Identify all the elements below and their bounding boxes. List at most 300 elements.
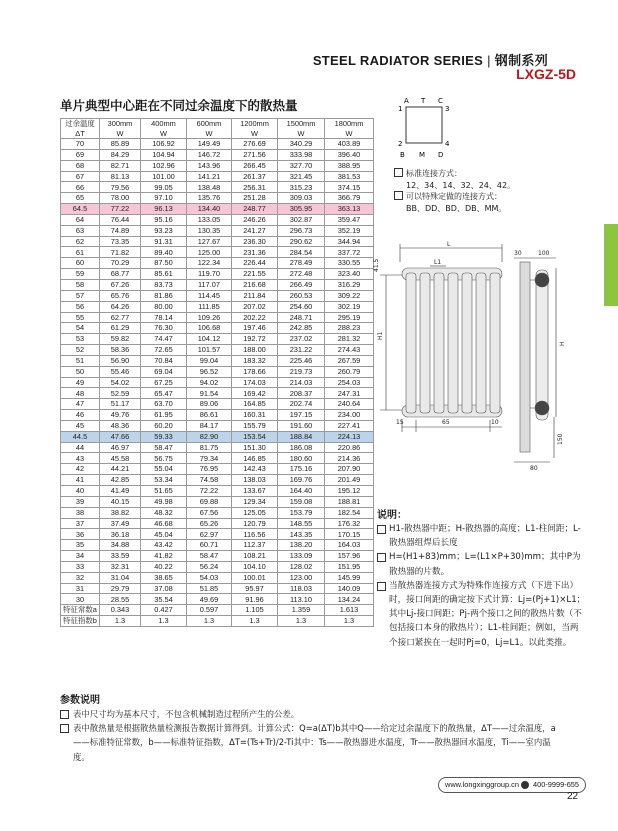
value-cell: 1.3 bbox=[100, 616, 141, 627]
value-cell: 1.613 bbox=[325, 605, 374, 616]
value-cell: 169.42 bbox=[232, 388, 278, 399]
value-cell: 164.40 bbox=[278, 486, 325, 497]
table-row bbox=[61, 269, 374, 280]
value-cell: 256.31 bbox=[232, 182, 278, 193]
value-cell: 35.54 bbox=[141, 594, 187, 605]
value-cell: 82.90 bbox=[187, 431, 232, 442]
value-cell: 125.05 bbox=[232, 507, 278, 518]
row-label-cell: 44 bbox=[61, 442, 100, 453]
column-unit: W bbox=[141, 129, 187, 139]
table-row bbox=[61, 290, 374, 301]
value-cell: 130.35 bbox=[187, 225, 232, 236]
value-cell: 231.22 bbox=[278, 345, 325, 356]
table-row bbox=[61, 475, 374, 486]
dim-H: H bbox=[559, 341, 566, 346]
value-cell: 149.49 bbox=[187, 139, 232, 150]
value-cell: 333.98 bbox=[278, 149, 325, 160]
table-row bbox=[61, 464, 374, 475]
column-header: 300mm bbox=[100, 119, 141, 129]
row-label-cell: 61 bbox=[61, 247, 100, 258]
table-row bbox=[61, 355, 374, 366]
note-text: H1-散热器中距；H-散热器的高度；L1-柱间距；L-散热器组焊后长度 bbox=[389, 524, 581, 549]
value-cell: 337.72 bbox=[325, 247, 374, 258]
value-cell: 79.34 bbox=[187, 453, 232, 464]
table-row bbox=[61, 323, 374, 334]
value-cell: 119.70 bbox=[187, 269, 232, 280]
dim-15: 15 bbox=[396, 419, 404, 426]
value-cell: 169.76 bbox=[278, 475, 325, 486]
checkbox-icon bbox=[60, 710, 69, 719]
row-label-cell: 43 bbox=[61, 453, 100, 464]
radiator-outline bbox=[406, 107, 442, 143]
value-cell: 61.29 bbox=[100, 323, 141, 334]
value-cell: 91.54 bbox=[187, 388, 232, 399]
value-cell: 296.73 bbox=[278, 225, 325, 236]
note-text: 当散热器连接方式为特殊作连接方式（下进下出）时，接口间距的确定按下式计算：Lj=(Pj+1)×L1；其中Lj-接口间距；Pj-两个接口之间的散热片数（不包括接口本身的散热片）；L1-柱间距；例如，当两个接口紧挨在一起时Pj=0，Lj=L1。以此类推。 bbox=[389, 580, 586, 648]
value-cell: 271.56 bbox=[232, 149, 278, 160]
model-code: LXGZ-5D bbox=[516, 66, 576, 82]
value-cell: 135.76 bbox=[187, 193, 232, 204]
value-cell: 141.21 bbox=[187, 171, 232, 182]
value-cell: 281.32 bbox=[325, 334, 374, 345]
value-cell: 33.59 bbox=[100, 551, 141, 562]
column-unit: ΔT bbox=[61, 129, 100, 139]
table-row bbox=[61, 345, 374, 356]
value-cell: 95.16 bbox=[141, 214, 187, 225]
row-label-cell: 69 bbox=[61, 149, 100, 160]
table-row bbox=[61, 214, 374, 225]
value-cell: 84.29 bbox=[100, 149, 141, 160]
table-row bbox=[61, 605, 374, 616]
series-title-en: STEEL RADIATOR SERIES bbox=[312, 53, 484, 68]
dim-150: 150 bbox=[557, 433, 564, 445]
row-label-cell: 67 bbox=[61, 171, 100, 182]
value-cell: 76.95 bbox=[187, 464, 232, 475]
value-cell: 65.26 bbox=[187, 518, 232, 529]
value-cell: 69.88 bbox=[187, 496, 232, 507]
checkbox-icon bbox=[60, 724, 69, 733]
value-cell: 143.35 bbox=[278, 529, 325, 540]
value-cell: 104.10 bbox=[232, 561, 278, 572]
value-cell: 153.79 bbox=[278, 507, 325, 518]
value-cell: 248.77 bbox=[232, 204, 278, 215]
table-row bbox=[61, 388, 374, 399]
dim-65: 65 bbox=[442, 419, 450, 426]
column-unit: W bbox=[325, 129, 374, 139]
series-heading bbox=[313, 50, 548, 69]
table-row bbox=[61, 420, 374, 431]
value-cell: 231.36 bbox=[232, 247, 278, 258]
column-header: 400mm bbox=[141, 119, 187, 129]
value-cell: 120.79 bbox=[232, 518, 278, 529]
value-cell: 76.30 bbox=[141, 323, 187, 334]
value-cell: 56.75 bbox=[141, 453, 187, 464]
value-cell: 85.89 bbox=[100, 139, 141, 150]
dim-L1: L1 bbox=[434, 259, 442, 266]
table-row bbox=[61, 312, 374, 323]
value-cell: 246.26 bbox=[232, 214, 278, 225]
table-row bbox=[61, 594, 374, 605]
value-cell: 140.09 bbox=[325, 583, 374, 594]
value-cell: 153.54 bbox=[232, 431, 278, 442]
checkbox-icon bbox=[377, 525, 386, 534]
connection-options bbox=[394, 168, 515, 214]
value-cell: 272.48 bbox=[278, 269, 325, 280]
row-label-cell: 34 bbox=[61, 551, 100, 562]
value-cell: 1.3 bbox=[278, 616, 325, 627]
table-row bbox=[61, 518, 374, 529]
value-cell: 0.427 bbox=[141, 605, 187, 616]
column-header: 1500mm bbox=[278, 119, 325, 129]
value-cell: 49.76 bbox=[100, 410, 141, 421]
value-cell: 164.03 bbox=[325, 540, 374, 551]
value-cell: 49.69 bbox=[187, 594, 232, 605]
value-cell: 241.27 bbox=[232, 225, 278, 236]
value-cell: 352.19 bbox=[325, 225, 374, 236]
value-cell: 202.22 bbox=[232, 312, 278, 323]
row-label-cell: 58 bbox=[61, 279, 100, 290]
value-cell: 133.67 bbox=[232, 486, 278, 497]
row-label-cell: 63 bbox=[61, 225, 100, 236]
value-cell: 251.28 bbox=[232, 193, 278, 204]
value-cell: 84.17 bbox=[187, 420, 232, 431]
separator: | bbox=[487, 53, 491, 68]
value-cell: 38.65 bbox=[141, 572, 187, 583]
value-cell: 34.88 bbox=[100, 540, 141, 551]
value-cell: 46.97 bbox=[100, 442, 141, 453]
label-D: D bbox=[438, 151, 444, 159]
value-cell: 201.49 bbox=[325, 475, 374, 486]
value-cell: 240.64 bbox=[325, 399, 374, 410]
value-cell: 48.36 bbox=[100, 420, 141, 431]
value-cell: 248.71 bbox=[278, 312, 325, 323]
checkbox-icon bbox=[377, 553, 386, 562]
row-label-cell: 41 bbox=[61, 475, 100, 486]
value-cell: 60.71 bbox=[187, 540, 232, 551]
dim-10: 10 bbox=[491, 419, 499, 426]
value-cell: 54.03 bbox=[187, 572, 232, 583]
value-cell: 58.47 bbox=[141, 442, 187, 453]
table-row bbox=[61, 507, 374, 518]
value-cell: 178.66 bbox=[232, 366, 278, 377]
value-cell: 207.90 bbox=[325, 464, 374, 475]
row-label-cell: 33 bbox=[61, 561, 100, 572]
value-cell: 104.12 bbox=[187, 334, 232, 345]
value-cell: 74.47 bbox=[141, 334, 187, 345]
row-label-cell: 46 bbox=[61, 410, 100, 421]
page-number: 22 bbox=[567, 791, 579, 802]
value-cell: 208.37 bbox=[278, 388, 325, 399]
value-cell: 155.79 bbox=[232, 420, 278, 431]
params-list bbox=[60, 707, 560, 764]
row-label-cell: 31 bbox=[61, 583, 100, 594]
value-cell: 72.65 bbox=[141, 345, 187, 356]
value-cell: 1.105 bbox=[232, 605, 278, 616]
value-cell: 70.84 bbox=[141, 355, 187, 366]
value-cell: 112.37 bbox=[232, 540, 278, 551]
row-label-cell: 45 bbox=[61, 420, 100, 431]
value-cell: 261.37 bbox=[232, 171, 278, 182]
notes-list bbox=[377, 522, 587, 650]
value-cell: 96.52 bbox=[187, 366, 232, 377]
value-cell: 51.17 bbox=[100, 399, 141, 410]
value-cell: 65.47 bbox=[141, 388, 187, 399]
column-header: 1200mm bbox=[232, 119, 278, 129]
value-cell: 227.41 bbox=[325, 420, 374, 431]
value-cell: 176.32 bbox=[325, 518, 374, 529]
value-cell: 55.46 bbox=[100, 366, 141, 377]
value-cell: 290.62 bbox=[278, 236, 325, 247]
value-cell: 100.01 bbox=[232, 572, 278, 583]
value-cell: 234.00 bbox=[325, 410, 374, 421]
value-cell: 133.09 bbox=[278, 551, 325, 562]
value-cell: 46.68 bbox=[141, 518, 187, 529]
value-cell: 191.60 bbox=[278, 420, 325, 431]
note-item bbox=[377, 550, 587, 578]
series-title-cn: 钢制系列 bbox=[494, 53, 548, 68]
table-row bbox=[61, 496, 374, 507]
value-cell: 138.20 bbox=[278, 540, 325, 551]
value-cell: 91.96 bbox=[232, 594, 278, 605]
value-cell: 221.55 bbox=[232, 269, 278, 280]
table-row bbox=[61, 279, 374, 290]
note-text: H=(H1+83)mm；L=(L1×P+30)mm；其中P为散热器的片数。 bbox=[389, 552, 581, 577]
value-cell: 247.31 bbox=[325, 388, 374, 399]
value-cell: 74.89 bbox=[100, 225, 141, 236]
dim-30: 30 bbox=[514, 250, 522, 257]
special-connection-values: BB、DD、BD、DB、MM。 bbox=[406, 203, 507, 213]
value-cell: 403.89 bbox=[325, 139, 374, 150]
value-cell: 254.03 bbox=[325, 377, 374, 388]
value-cell: 211.84 bbox=[232, 290, 278, 301]
value-cell: 83.73 bbox=[141, 279, 187, 290]
value-cell: 61.95 bbox=[141, 410, 187, 421]
param-item bbox=[60, 707, 560, 721]
dim-100: 100 bbox=[538, 250, 550, 257]
notes-title: 说明： bbox=[377, 510, 407, 521]
value-cell: 302.87 bbox=[278, 214, 325, 225]
value-cell: 93.23 bbox=[141, 225, 187, 236]
value-cell: 237.02 bbox=[278, 334, 325, 345]
row-label-cell: 47 bbox=[61, 399, 100, 410]
value-cell: 118.03 bbox=[278, 583, 325, 594]
connection-diagram bbox=[388, 94, 458, 162]
value-cell: 32.31 bbox=[100, 561, 141, 572]
value-cell: 99.05 bbox=[141, 182, 187, 193]
value-cell: 1.3 bbox=[232, 616, 278, 627]
value-cell: 60.20 bbox=[141, 420, 187, 431]
value-cell: 117.07 bbox=[187, 279, 232, 290]
value-cell: 101.00 bbox=[141, 171, 187, 182]
row-label-cell: 30 bbox=[61, 594, 100, 605]
value-cell: 67.56 bbox=[187, 507, 232, 518]
checkbox-icon bbox=[394, 168, 403, 177]
value-cell: 381.53 bbox=[325, 171, 374, 182]
table-header-unit-row bbox=[61, 129, 374, 139]
value-cell: 309.03 bbox=[278, 193, 325, 204]
value-cell: 91.31 bbox=[141, 236, 187, 247]
contact-footer bbox=[438, 777, 586, 793]
table-row bbox=[61, 301, 374, 312]
row-label-cell: 53 bbox=[61, 334, 100, 345]
value-cell: 143.96 bbox=[187, 160, 232, 171]
value-cell: 64.26 bbox=[100, 301, 141, 312]
row-label-cell: 60 bbox=[61, 258, 100, 269]
value-cell: 242.85 bbox=[278, 323, 325, 334]
table-row bbox=[61, 334, 374, 345]
value-cell: 40.15 bbox=[100, 496, 141, 507]
value-cell: 340.29 bbox=[278, 139, 325, 150]
standard-connection-label: 标准连接方式： bbox=[406, 169, 462, 178]
value-cell: 344.94 bbox=[325, 236, 374, 247]
value-cell: 52.59 bbox=[100, 388, 141, 399]
row-label-cell: 62 bbox=[61, 236, 100, 247]
row-label-cell: 55 bbox=[61, 312, 100, 323]
table-row bbox=[61, 247, 374, 258]
value-cell: 1.359 bbox=[278, 605, 325, 616]
value-cell: 284.54 bbox=[278, 247, 325, 258]
value-cell: 48.32 bbox=[141, 507, 187, 518]
value-cell: 65.76 bbox=[100, 290, 141, 301]
value-cell: 62.97 bbox=[187, 529, 232, 540]
dim-H1: H1 bbox=[377, 331, 384, 340]
value-cell: 43.42 bbox=[141, 540, 187, 551]
value-cell: 302.19 bbox=[325, 301, 374, 312]
label-M: M bbox=[419, 151, 426, 159]
value-cell: 40.22 bbox=[141, 561, 187, 572]
column-header: 600mm bbox=[187, 119, 232, 129]
column-unit: W bbox=[100, 129, 141, 139]
value-cell: 69.04 bbox=[141, 366, 187, 377]
value-cell: 74.58 bbox=[187, 475, 232, 486]
value-cell: 56.24 bbox=[187, 561, 232, 572]
column-unit: W bbox=[278, 129, 325, 139]
value-cell: 86.61 bbox=[187, 410, 232, 421]
corner-2: 2 bbox=[398, 140, 403, 148]
label-B: B bbox=[400, 151, 405, 159]
value-cell: 266.45 bbox=[232, 160, 278, 171]
value-cell: 108.21 bbox=[232, 551, 278, 562]
table-row bbox=[61, 193, 374, 204]
value-cell: 220.86 bbox=[325, 442, 374, 453]
value-cell: 70.29 bbox=[100, 258, 141, 269]
dim-L: L bbox=[447, 241, 451, 248]
row-label-cell: 64.5 bbox=[61, 204, 100, 215]
value-cell: 116.56 bbox=[232, 529, 278, 540]
value-cell: 133.05 bbox=[187, 214, 232, 225]
value-cell: 106.92 bbox=[141, 139, 187, 150]
table-row bbox=[61, 572, 374, 583]
column-unit: W bbox=[232, 129, 278, 139]
value-cell: 305.95 bbox=[278, 204, 325, 215]
value-cell: 1.3 bbox=[187, 616, 232, 627]
value-cell: 202.74 bbox=[278, 399, 325, 410]
row-label-cell: 56 bbox=[61, 301, 100, 312]
row-label-cell: 39 bbox=[61, 496, 100, 507]
value-cell: 197.46 bbox=[232, 323, 278, 334]
value-cell: 51.85 bbox=[187, 583, 232, 594]
value-cell: 315.23 bbox=[278, 182, 325, 193]
value-cell: 53.34 bbox=[141, 475, 187, 486]
value-cell: 97.10 bbox=[141, 193, 187, 204]
website-link[interactable]: www.longxinggroup.cn bbox=[445, 780, 519, 789]
row-label-cell: 44.5 bbox=[61, 431, 100, 442]
value-cell: 138.03 bbox=[232, 475, 278, 486]
value-cell: 37.08 bbox=[141, 583, 187, 594]
row-label-cell: 59 bbox=[61, 269, 100, 280]
value-cell: 288.23 bbox=[325, 323, 374, 334]
row-label-cell: 35 bbox=[61, 540, 100, 551]
value-cell: 127.67 bbox=[187, 236, 232, 247]
table-row bbox=[61, 486, 374, 497]
value-cell: 85.61 bbox=[141, 269, 187, 280]
corner-3: 3 bbox=[445, 105, 450, 113]
row-label-cell: 64 bbox=[61, 214, 100, 225]
value-cell: 68.77 bbox=[100, 269, 141, 280]
value-cell: 81.75 bbox=[187, 442, 232, 453]
row-label-cell: 68 bbox=[61, 160, 100, 171]
value-cell: 58.47 bbox=[187, 551, 232, 562]
row-label-cell: 57 bbox=[61, 290, 100, 301]
value-cell: 330.55 bbox=[325, 258, 374, 269]
table-row bbox=[61, 410, 374, 421]
value-cell: 276.69 bbox=[232, 139, 278, 150]
value-cell: 36.18 bbox=[100, 529, 141, 540]
value-cell: 106.68 bbox=[187, 323, 232, 334]
row-label-cell: 51 bbox=[61, 355, 100, 366]
table-row bbox=[61, 160, 374, 171]
value-cell: 323.40 bbox=[325, 269, 374, 280]
note-item bbox=[377, 522, 587, 550]
value-cell: 77.22 bbox=[100, 204, 141, 215]
row-label-cell: 66 bbox=[61, 182, 100, 193]
dimension-drawing bbox=[372, 240, 572, 472]
table-title: 单片典型中心距在不同过余温度下的散热量 bbox=[60, 98, 298, 113]
value-cell: 79.56 bbox=[100, 182, 141, 193]
value-cell: 99.04 bbox=[187, 355, 232, 366]
value-cell: 225.46 bbox=[278, 355, 325, 366]
value-cell: 96.13 bbox=[141, 204, 187, 215]
value-cell: 186.08 bbox=[278, 442, 325, 453]
table-row bbox=[61, 529, 374, 540]
standard-connection-values: 12、34、14、32、24、42。 bbox=[406, 180, 516, 190]
value-cell: 216.68 bbox=[232, 279, 278, 290]
value-cell: 260.79 bbox=[325, 366, 374, 377]
value-cell: 267.59 bbox=[325, 355, 374, 366]
value-cell: 78.14 bbox=[141, 312, 187, 323]
table-row bbox=[61, 204, 374, 215]
heat-output-table bbox=[60, 118, 374, 627]
value-cell: 55.04 bbox=[141, 464, 187, 475]
value-cell: 146.85 bbox=[232, 453, 278, 464]
table-row bbox=[61, 258, 374, 269]
value-cell: 396.40 bbox=[325, 149, 374, 160]
value-cell: 145.99 bbox=[325, 572, 374, 583]
value-cell: 89.40 bbox=[141, 247, 187, 258]
value-cell: 44.21 bbox=[100, 464, 141, 475]
row-label-cell: 49 bbox=[61, 377, 100, 388]
param-text: 表中尺寸均为基本尺寸，不包含机械制造过程所产生的公差。 bbox=[73, 709, 300, 719]
value-cell: 146.72 bbox=[187, 149, 232, 160]
value-cell: 260.53 bbox=[278, 290, 325, 301]
table-row bbox=[61, 540, 374, 551]
table-row bbox=[61, 366, 374, 377]
value-cell: 0.343 bbox=[100, 605, 141, 616]
value-cell: 157.96 bbox=[325, 551, 374, 562]
label-C: C bbox=[438, 97, 443, 105]
table-header-row bbox=[61, 119, 374, 129]
row-label-cell: 70 bbox=[61, 139, 100, 150]
